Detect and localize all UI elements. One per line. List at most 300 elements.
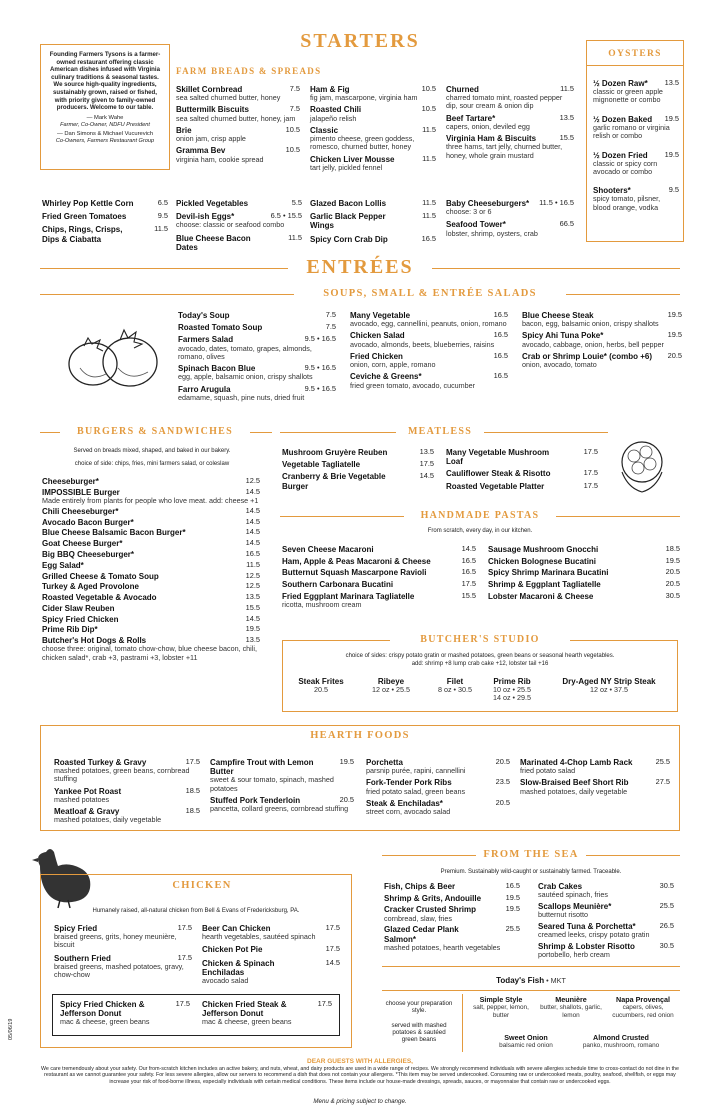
item-price: 11.5	[560, 84, 574, 93]
burgers-title: BURGERS & SANDWICHES	[76, 426, 234, 437]
sea-title: FROM THE SEA	[483, 849, 579, 860]
menu-item	[593, 151, 679, 177]
butcher-item-name: Dry-Aged NY Strip Steak	[562, 677, 656, 686]
menu-item	[350, 311, 508, 328]
menu-item	[42, 539, 260, 548]
farm-breads-title: FARM BREADS & SPREADS	[176, 66, 322, 76]
item-name: Meatloaf & Gravy	[54, 807, 120, 817]
menu-item	[42, 615, 260, 624]
item-desc: virginia ham, cookie spread	[176, 154, 264, 164]
menu-item	[54, 758, 200, 784]
item-name: Roasted Turkey & Gravy	[54, 758, 147, 767]
item-name: Farro Arugula	[178, 384, 231, 394]
item-name: Cracker Crusted Shrimp	[384, 905, 477, 915]
menu-item	[42, 572, 260, 581]
item-name: Spicy Fried Chicken	[42, 614, 119, 624]
item-name: Spicy Ahi Tuna Poke*	[522, 331, 604, 341]
chicken-col2	[202, 924, 340, 989]
menu-item	[522, 331, 682, 348]
meatless-col2	[446, 448, 598, 494]
item-name: Many Vegetable Mushroom Loaf	[446, 448, 550, 467]
fish-style	[466, 996, 536, 1019]
item-name: Shooters*	[593, 186, 631, 196]
item-price: 10.5	[285, 124, 300, 134]
item-desc: avocado, almonds, beets, blueberries, raisins	[350, 339, 495, 349]
item-name: Fried Chicken	[350, 351, 403, 361]
item-desc: tart jelly, pickled fennel	[310, 162, 383, 172]
item-desc: bacon, egg, balsamic onion, crispy shallots	[522, 319, 659, 329]
item-name: Chicken Salad	[350, 331, 405, 341]
menu-item	[446, 114, 574, 131]
menu-item	[202, 959, 340, 986]
item-price: 14.5	[245, 527, 260, 537]
item-name: Whirley Pop Kettle Corn	[42, 199, 134, 208]
item-desc: cornbread, slaw, fries	[384, 913, 452, 923]
item-name: Spicy Fried Chicken & Jefferson Donut	[60, 1000, 145, 1019]
item-name: Cranberry & Brie Vegetable Burger	[282, 472, 386, 491]
item-price: 11.5	[246, 559, 260, 569]
item-price: 16.5	[461, 567, 476, 577]
item-name: Porchetta	[366, 758, 403, 767]
allergy-text: We care tremendously about your safety. Our from-scratch kitchen includes an active bakery, and nuts, wheat, and dairy products are used in a wide range of recipes. We strongly recommend individuals with severe allergies schedule time to cross-contact do not dine in the restaurant as we cannot guarantee your safety. For less severe allergies, allow our servers to recommend a dish that does not contain your allergens. *This item may be served undercooked. Consuming raw or undercooked meats, poultry, seafood, shellfish, or eggs may increase your risk of food-borne illness, especially individuals with certain medical conditions. These items include our house-made dressings, spreads, sauces, or mayonnaise that contain raw or undercooked eggs.	[41, 1066, 679, 1085]
butcher-item-detail: 10 oz • 25.5	[492, 685, 532, 695]
menu-item	[446, 85, 574, 111]
prep-note: choose your preparation style.	[385, 1000, 453, 1015]
item-name: Glazed Cedar Plank Salmon*	[384, 925, 459, 944]
butcher-item	[288, 677, 354, 694]
item-price: 14.5	[325, 957, 340, 967]
menu-item	[522, 352, 682, 369]
butcher-item-detail: 8 oz • 30.5	[437, 685, 473, 695]
item-price: 26.5	[659, 920, 674, 930]
burgers-list	[42, 477, 260, 664]
item-price: 20.5	[667, 350, 682, 360]
intro-text: Founding Farmers Tysons is a farmer-owned restaurant offering classic American dishes infused with Virginia culinary traditions & seasonal tastes. We source high-quality ingredients, sustainably grown, raised or fished, with priority given to family-owned producers. Welcome to our table.	[49, 51, 161, 112]
item-price: 9.5	[157, 211, 168, 221]
meatless-col1	[282, 448, 434, 494]
item-price: 16.5	[493, 350, 508, 360]
item-desc: choose: classic or seafood combo	[176, 220, 285, 230]
menu-item	[310, 212, 436, 230]
item-price: 11.5	[422, 211, 436, 221]
item-price: 9.5	[668, 185, 679, 195]
menu-item	[310, 235, 436, 244]
item-name: Blue Cheese Bacon Dates	[176, 233, 251, 252]
starters-col3	[310, 199, 436, 248]
butcher-item-name: Filet	[446, 677, 464, 686]
item-price: 16.5	[493, 371, 508, 381]
pastas-col2	[488, 545, 680, 603]
fish-style	[536, 996, 606, 1019]
item-desc: three hams, tart jelly, churned butter, honey, whole grain mustard	[446, 142, 563, 160]
item-price: 17.5	[461, 579, 476, 589]
item-price: 25.5	[505, 924, 520, 934]
menu-item	[42, 477, 260, 486]
item-price: 20.5	[339, 794, 354, 804]
item-name: Ceviche & Greens*	[350, 372, 422, 382]
butcher-note1: choice of sides: crispy potato gratin or mashed potatoes, green beans or seasonal hearth vegetables.	[345, 653, 615, 659]
butcher-item	[546, 677, 672, 694]
item-name: Big BBQ Cheeseburger*	[42, 549, 135, 559]
item-name: Blue Cheese Balsamic Bacon Burger*	[42, 528, 186, 538]
item-price: 16.5	[493, 330, 508, 340]
item-name: Brie	[176, 125, 192, 135]
item-price: 19.5	[339, 757, 354, 766]
item-price: 30.5	[659, 940, 674, 950]
tomatoes-illustration-icon	[60, 318, 160, 392]
item-price: 19.5	[667, 310, 682, 319]
item-name: Prime Rib Dip*	[42, 625, 98, 635]
item-desc: classic or green apple mignonette or combo	[593, 87, 663, 105]
item-desc: braised greens, mashed potatoes, gravy, chow-chow	[54, 961, 184, 980]
menu-item	[593, 79, 679, 105]
todays-fish-line	[382, 976, 680, 986]
fish-style-name: Sweet Onion	[504, 1033, 548, 1042]
item-price: 12.5	[245, 581, 260, 591]
fish-styles	[466, 996, 680, 1054]
item-desc: sautéed spinach, fries	[538, 890, 608, 900]
menu-item	[178, 311, 336, 320]
item-desc: fried potato salad	[520, 766, 576, 776]
menu-item	[446, 134, 574, 160]
item-desc: mashed potatoes, daily vegetable	[520, 786, 628, 796]
item-desc: avocado, egg, cannellini, peanuts, onion, romano	[350, 319, 507, 329]
item-desc: portobello, herb cream	[538, 950, 610, 960]
item-desc: fig jam, mascarpone, virginia ham	[310, 93, 418, 103]
fish-style	[576, 1034, 666, 1050]
item-name: Crab or Shrimp Louie* (combo +6)	[522, 351, 653, 361]
item-price: 25.5	[659, 900, 674, 910]
intro-sig2-role: Co-Owners, Farmers Restaurant Group	[55, 137, 155, 144]
item-price: 11.5	[422, 153, 436, 163]
menu-item	[42, 528, 260, 537]
item-price: 19.5	[505, 892, 520, 902]
menu-item	[54, 807, 200, 824]
item-name: Goat Cheese Burger*	[42, 539, 123, 549]
item-name: Shrimp & Grits, Andouille	[384, 893, 482, 903]
item-desc: parsnip purée, rapini, cannellini	[366, 766, 466, 776]
menu-item	[176, 146, 300, 163]
item-price: 6.5 • 15.5	[270, 211, 302, 221]
item-price: 16.5	[245, 548, 260, 558]
item-name: Chili Cheeseburger*	[42, 506, 119, 516]
item-desc: mashed potatoes, green beans, cornbread stuffing	[54, 766, 190, 784]
butcher-item-name: Steak Frites	[298, 677, 344, 686]
item-price: 19.5	[245, 624, 260, 634]
item-name: Glazed Bacon Lollis	[310, 199, 387, 208]
item-price: 25.5	[655, 757, 670, 766]
item-price: 17.5	[583, 447, 598, 456]
menu-item	[538, 922, 674, 939]
item-name: Churned	[446, 85, 479, 94]
menu-item	[282, 580, 476, 589]
butcher-item-name: Ribeye	[377, 677, 405, 686]
item-desc: fried green tomato, avocado, cucumber	[350, 380, 476, 390]
menu-item	[176, 126, 300, 143]
item-desc: onion, avocado, tomato	[522, 360, 597, 370]
chicken-col1	[54, 924, 192, 984]
item-price: 20.5	[495, 757, 510, 766]
item-name: Roasted Tomato Soup	[178, 323, 263, 333]
item-name: Slow-Braised Beef Short Rib	[520, 778, 629, 788]
menu-item	[384, 894, 520, 903]
item-desc: charred tomato mint, roasted pepper dip, sour cream & onion dip	[446, 93, 563, 111]
served-note: served with mashed potatoes & sautéed green beans	[391, 1022, 447, 1044]
item-name: Chicken Pot Pie	[202, 945, 263, 955]
fish-style-desc: capers, olives, cucumbers, red onion	[612, 1004, 674, 1019]
item-name: Lobster Macaroni & Cheese	[488, 591, 594, 601]
item-price: 13.5	[245, 592, 260, 602]
item-price: 17.5	[325, 944, 340, 954]
menu-item	[310, 85, 436, 102]
menu-item	[538, 882, 674, 899]
item-desc: egg, apple, balsamic onion, crispy shallots	[178, 372, 313, 382]
soups-col3	[522, 311, 682, 372]
hearth-col4	[520, 758, 670, 799]
fish-style	[486, 1034, 566, 1050]
item-price: 9.5 • 16.5	[304, 363, 336, 373]
item-name: Vegetable Tagliatelle	[282, 460, 361, 470]
starters-col4	[446, 199, 574, 242]
menu-item	[282, 448, 434, 457]
item-price: 19.5	[667, 330, 682, 340]
starters-col2	[176, 199, 302, 256]
butcher-item-detail: 12 oz • 25.5	[371, 685, 411, 695]
item-price: 17.5	[325, 923, 340, 932]
item-name: Crab Cakes	[538, 882, 583, 891]
menu-item	[522, 311, 682, 328]
starters-title: STARTERS	[300, 30, 420, 52]
menu-item	[282, 472, 434, 490]
item-desc: hearth vegetables, sautéed spinach	[202, 932, 316, 942]
menu-item	[310, 105, 436, 122]
item-price: 27.5	[655, 777, 670, 787]
item-price: 14.5	[245, 505, 260, 515]
item-name: Cauliflower Steak & Risotto	[446, 469, 551, 479]
butcher-item-detail: 12 oz • 37.5	[589, 685, 629, 695]
item-name: Grilled Cheese & Tomato Soup	[42, 571, 159, 581]
item-price: 66.5	[559, 219, 574, 229]
menu-item	[202, 924, 340, 941]
todays-fish-label: Today's Fish	[496, 976, 545, 985]
item-price: 14.5	[419, 471, 434, 481]
item-name: Steak & Enchiladas*	[366, 798, 443, 808]
item-price: 17.5	[177, 952, 192, 962]
item-desc: sea salted churned butter, honey, jam	[176, 113, 296, 123]
menu-item	[42, 593, 260, 602]
menu-item	[310, 199, 436, 208]
item-price: 16.5	[493, 310, 508, 319]
butcher-item	[428, 677, 482, 694]
butcher-item	[358, 677, 424, 694]
chicken-combo-1	[60, 1000, 190, 1027]
item-desc: avocado, cabbage, onion, herbs, bell pepper	[522, 339, 664, 349]
item-desc: fried potato salad, green beans	[366, 786, 466, 796]
entrees-title: ENTRÉES	[306, 256, 414, 278]
fish-style-desc: salt, pepper, lemon, butter	[473, 1004, 529, 1019]
starters-col1	[42, 199, 168, 248]
menu-item	[488, 568, 680, 577]
menu-item	[202, 945, 340, 954]
item-name: Roasted Vegetable Platter	[446, 481, 545, 491]
menu-item	[176, 85, 300, 102]
item-price: 11.5	[288, 232, 302, 242]
item-desc: onion jam, crisp apple	[176, 134, 246, 144]
item-price: 6.5	[157, 198, 168, 207]
item-price: 12.5	[245, 476, 260, 485]
item-desc: capers, onion, deviled egg	[446, 121, 530, 131]
menu-item	[384, 925, 520, 952]
menu-item	[178, 385, 336, 402]
fish-style-desc: balsamic red onion	[499, 1042, 553, 1050]
item-name: Spicy Shrimp Marinara Bucatini	[488, 568, 609, 578]
item-desc: choose: 3 or 6	[446, 207, 492, 217]
item-desc: street corn, avocado salad	[366, 807, 451, 817]
fish-style	[606, 996, 680, 1019]
item-price: 30.5	[665, 590, 680, 600]
item-name: ½ Dozen Baked	[593, 114, 653, 124]
fish-style-name: Almond Crusted	[593, 1033, 649, 1042]
item-price: 15.5	[461, 590, 476, 600]
menu-item	[384, 882, 520, 891]
menu-item	[366, 799, 510, 816]
item-price: 30.5	[659, 881, 674, 890]
item-name: Chicken Bolognese Bucatini	[488, 556, 597, 566]
menu-item	[42, 625, 260, 634]
item-name: Ham & Fig	[310, 85, 350, 94]
item-price: 10.5	[421, 104, 436, 114]
item-name: Butternut Squash Mascarpone Ravioli	[282, 568, 427, 578]
menu-item	[42, 212, 168, 221]
item-name: Chicken & Spinach Enchiladas	[202, 958, 275, 977]
item-price: 18.5	[185, 785, 200, 795]
menu-item	[593, 115, 679, 141]
item-name: Cheeseburger*	[42, 477, 99, 486]
butcher-item	[484, 677, 540, 703]
item-price: 17.5	[317, 999, 332, 1008]
item-price: 14.5	[245, 538, 260, 548]
item-name: Yankee Pot Roast	[54, 786, 122, 796]
farm-breads-col1	[176, 85, 300, 167]
menu-item	[538, 902, 674, 919]
item-price: 9.5 • 16.5	[304, 334, 336, 344]
item-price: 5.5	[291, 198, 302, 207]
item-price: 11.5	[422, 124, 436, 134]
menu-item	[446, 469, 598, 478]
item-desc: jalapeño relish	[310, 113, 357, 123]
item-price: 17.5	[419, 459, 434, 469]
item-desc: classic or spicy corn avocado or combo	[593, 158, 658, 176]
butcher-note2: add: shrimp +8 lump crab cake +12, lobster tail +16	[411, 661, 549, 667]
menu-item	[54, 954, 192, 980]
menu-item	[176, 105, 300, 122]
item-price: 10.5	[421, 84, 436, 93]
item-name: Scallops Meunière*	[538, 901, 612, 911]
item-name: Southern Carbonara Bucatini	[282, 580, 394, 590]
menu-item	[176, 234, 302, 252]
fish-style-name: Meunière	[555, 995, 587, 1004]
sea-col1	[384, 882, 520, 955]
intro-sig1-name: — Mark Wahe	[86, 114, 124, 121]
butcher-item-detail2: 14 oz • 29.5	[492, 693, 532, 703]
chicken-combo-2	[202, 1000, 332, 1027]
pastas-note: From scratch, every day, in our kitchen.	[427, 528, 533, 534]
item-desc: avocado salad	[202, 976, 249, 986]
menu-item	[42, 604, 260, 613]
item-desc: garlic romano or virginia relish or combo	[593, 122, 670, 141]
item-desc: ricotta, mushroom cream	[282, 599, 362, 609]
item-name: Ham, Apple & Peas Macaroni & Cheese	[282, 556, 431, 566]
menu-item	[54, 787, 200, 804]
item-name: IMPOSSIBLE Burger	[42, 487, 120, 497]
item-price: 18.5	[185, 806, 200, 816]
menu-item	[366, 778, 510, 795]
item-name: Campfire Trout with Lemon Butter	[210, 758, 314, 777]
item-name: Marinated 4-Chop Lamb Rack	[520, 758, 633, 767]
item-price: 7.5	[289, 84, 300, 93]
intro-sig1-role: Farmer, Co-Owner, NDFU President	[60, 121, 150, 128]
item-name: Today's Soup	[178, 311, 230, 320]
menu-item	[310, 126, 436, 152]
item-name: Garlic Black Pepper Wings	[310, 212, 386, 231]
item-name: Shrimp & Eggplant Tagliatelle	[488, 580, 601, 590]
item-price: 17.5	[177, 923, 192, 932]
item-price: 17.5	[185, 757, 200, 766]
item-price: 10.5	[285, 145, 300, 155]
item-name: Buttermilk Biscuits	[176, 105, 249, 115]
sea-col2	[538, 882, 674, 962]
menu-item	[350, 331, 508, 348]
chicken-note: Humanely raised, all-natural chicken from Bell & Evans of Fredericksburg, PA.	[92, 908, 300, 914]
butcher-list	[288, 677, 672, 707]
meatless-title: MEATLESS	[407, 426, 473, 437]
item-price: 11.5	[422, 198, 436, 207]
item-price: 14.5	[461, 544, 476, 553]
menu-item	[593, 186, 679, 212]
menu-item	[42, 561, 260, 570]
butcher-title: BUTCHER'S STUDIO	[420, 634, 540, 645]
hearth-col3	[366, 758, 510, 819]
oysters-title: OYSTERS	[608, 49, 662, 59]
menu-item	[42, 507, 260, 516]
burgers-note2: choice of side: chips, fries, mini farmers salad, or coleslaw	[74, 461, 230, 467]
menu-item	[282, 592, 476, 609]
item-name: ½ Dozen Raw*	[593, 79, 648, 88]
item-name: Pickled Vegetables	[176, 199, 249, 208]
menu-item	[42, 488, 260, 505]
item-desc: spicy tomato, pilsner, blood orange, vodka	[593, 194, 661, 212]
chicken-title: CHICKEN	[172, 880, 232, 891]
item-name: Blue Cheese Steak	[522, 311, 594, 320]
item-price: 18.5	[665, 544, 680, 553]
item-name: Southern Fried	[54, 953, 111, 963]
menu-code: 05/06/19	[8, 1018, 14, 1040]
menu-item	[178, 335, 336, 361]
item-desc: mac & cheese, green beans	[202, 1017, 292, 1027]
menu-item	[42, 636, 260, 662]
menu-item	[350, 352, 508, 369]
item-name: Farmers Salad	[178, 335, 234, 345]
item-desc: Made entirely from plants for people who love meat. add: cheese +1	[42, 495, 259, 505]
item-price: 11.5	[154, 224, 168, 234]
item-price: 11.5 • 16.5	[539, 198, 574, 207]
menu-item	[446, 220, 574, 237]
item-price: 17.5	[175, 999, 190, 1008]
menu-item	[42, 550, 260, 559]
menu-item	[282, 545, 476, 554]
item-name: Beer Can Chicken	[202, 924, 271, 933]
item-name: Chicken Liver Mousse	[310, 154, 395, 164]
